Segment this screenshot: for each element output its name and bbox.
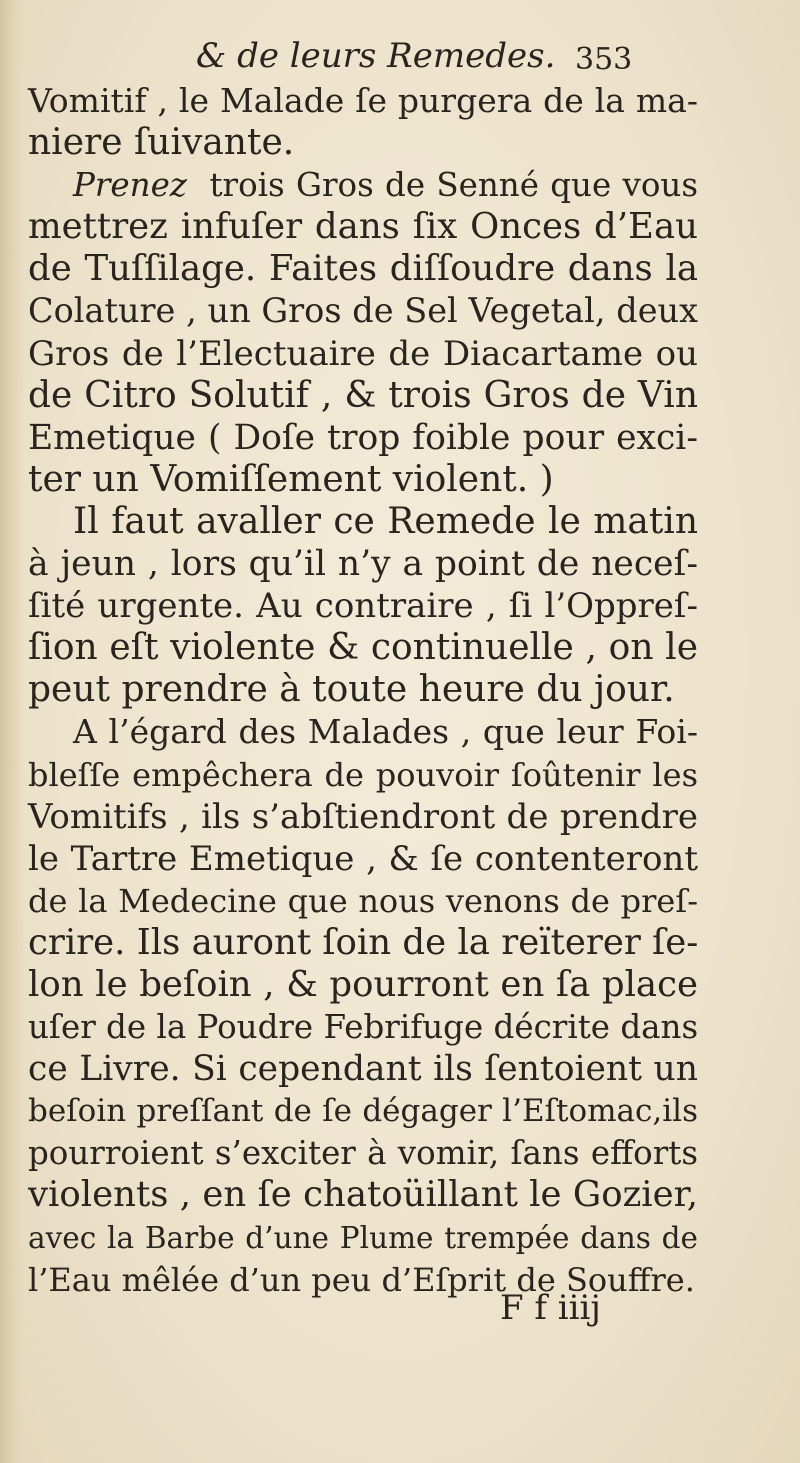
- text-line: Il faut avaller ce Remede le matin: [73, 500, 698, 542]
- text-line: de Citro Solutif , & trois Gros de Vin: [28, 374, 698, 416]
- text-line: ter un Vomiſſement violent. ): [28, 458, 554, 500]
- text-line: beſoin preſſant de ſe dégager l’Eſtomac,ils: [28, 1093, 698, 1130]
- text-line-prenez: [28, 164, 698, 206]
- body-text: [28, 80, 728, 1301]
- text-line-rest: trois Gros de Senné que vous: [209, 166, 698, 205]
- text-line: l’Eau mêlée d’un peu d’Eſprit de Souffre.: [28, 1260, 695, 1299]
- text-line: Emetique ( Doſe trop foible pour exci-: [28, 417, 698, 458]
- text-line: Gros de l’Electuaire de Diacartame ou: [28, 333, 698, 374]
- text-line: le Tartre Emetique , & ſe contenteront: [28, 838, 698, 879]
- text-line: Vomitif , le Malade ſe purgera de la ma-: [28, 81, 698, 120]
- text-line: à jeun , lors qu’il n’y a point de neceſ-: [28, 544, 698, 585]
- text-line: crire. Ils auront ſoin de la reïterer ſe-: [28, 921, 699, 963]
- prenez-word: Prenez: [73, 166, 187, 205]
- text-line: de Tuſſilage. Faites diſſoudre dans la: [28, 248, 698, 290]
- text-line: Colature , un Gros de Sel Vegetal, deux: [28, 291, 698, 331]
- text-line: uſer de la Poudre Febrifuge décrite dans: [28, 1008, 699, 1047]
- text-line: avec la Barbe d’une Plume trempée dans de: [28, 1220, 698, 1255]
- page-header: [0, 30, 800, 82]
- page-gutter-shadow: [0, 0, 24, 1463]
- text-line: Vomitifs , ils s’abſtiendront de prendre: [28, 796, 698, 837]
- text-line: ſion eſt violente & continuelle , on le: [28, 627, 698, 669]
- text-line: de la Medecine que nous venons de preſ-: [28, 881, 698, 920]
- text-line: lon le beſoin , & pourront en ſa place: [28, 963, 698, 1005]
- text-line: A l’égard des Malades , que leur Foi-: [73, 712, 698, 752]
- text-line: mettrez infuſer dans ſix Onces d’Eau: [28, 206, 698, 248]
- signature-mark: F f iiij: [500, 1288, 601, 1328]
- running-head: & de leurs Remedes.: [196, 36, 556, 76]
- text-line: pourroient s’exciter à vomir, ſans efforts: [28, 1134, 698, 1173]
- text-line: ſité urgente. Au contraire , ſi l’Oppreſ-: [28, 586, 698, 627]
- text-line: peut prendre à toute heure du jour.: [28, 669, 675, 711]
- page-number: 353: [575, 42, 633, 77]
- text-line: violents , en ſe chatoüillant le Gozier,: [28, 1174, 698, 1216]
- text-line: ce Livre. Si cependant ils ſentoient un: [28, 1049, 698, 1090]
- text-line: niere ſuivante.: [28, 122, 295, 164]
- text-line: bleſſe empêchera de pouvoir ſoûtenir les: [28, 755, 698, 794]
